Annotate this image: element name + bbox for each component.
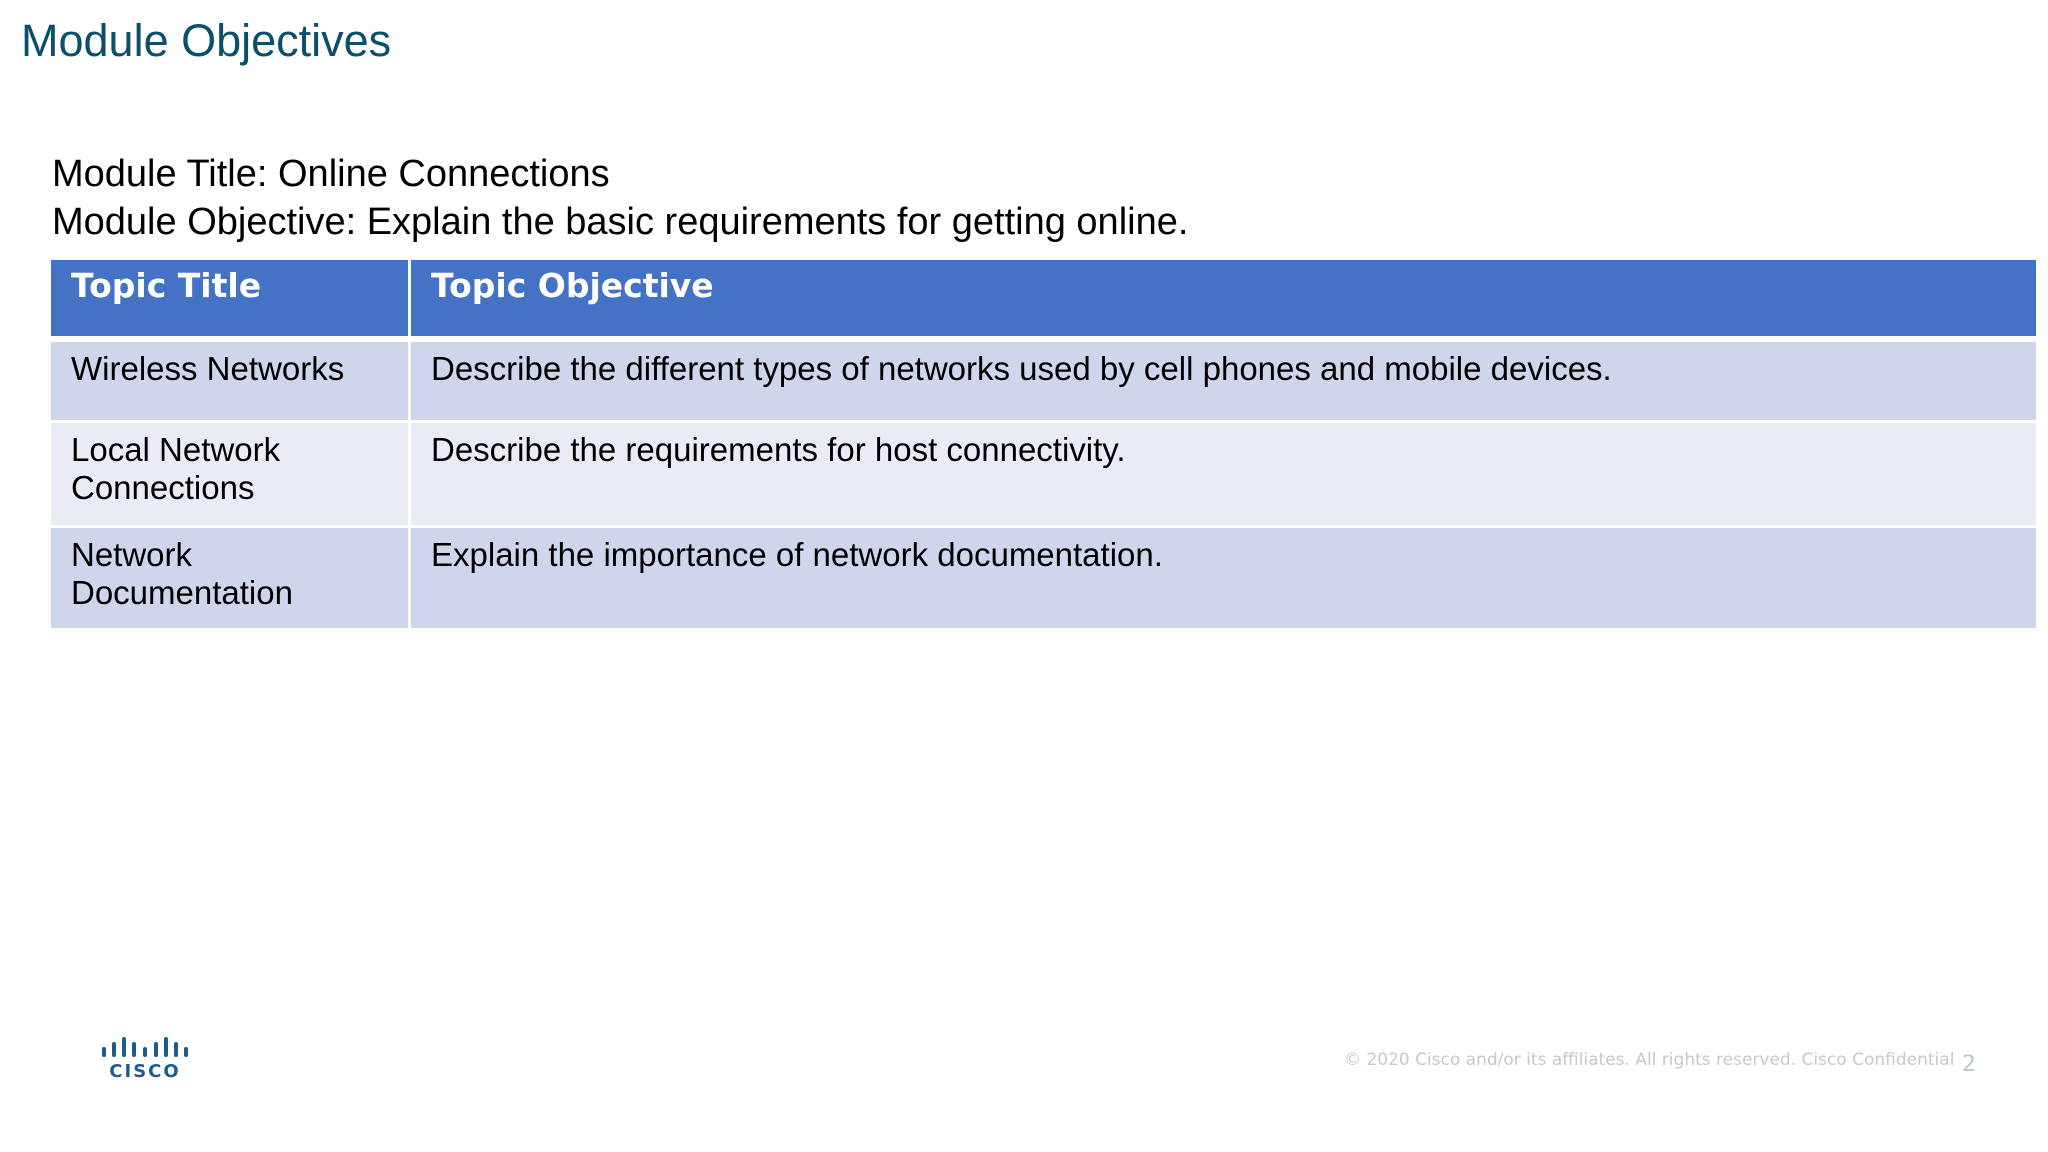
topic-objective-cell: Describe the requirements for host connectivity.	[410, 422, 2038, 527]
header-topic-objective: Topic Objective	[410, 259, 2038, 340]
topic-objective-cell: Explain the importance of network documentation.	[410, 527, 2038, 630]
module-title: Module Title: Online Connections	[52, 153, 610, 195]
cisco-logo-text: CISCO	[109, 1061, 181, 1080]
cisco-logo-icon	[100, 1036, 190, 1080]
table-row	[50, 339, 2038, 422]
topic-title-cell: Network Documentation	[50, 527, 410, 630]
slide-title: Module Objectives	[21, 15, 392, 66]
copyright-notice: © 2020 Cisco and/or its affiliates. All rights reserved. Cisco Confidential	[1344, 1050, 1955, 1070]
table-header-row	[50, 259, 2038, 340]
topic-objective-cell: Describe the different types of networks used by cell phones and mobile devices.	[410, 339, 2038, 422]
module-objective: Module Objective: Explain the basic requirements for getting online.	[52, 201, 1189, 243]
topic-title-cell: Local Network Connections	[50, 422, 410, 527]
topic-title-cell: Wireless Networks	[50, 339, 410, 422]
header-topic-title: Topic Title	[50, 259, 410, 340]
module-info	[52, 150, 1188, 246]
topics-table	[48, 257, 2039, 631]
table-row	[50, 422, 2038, 527]
page-number: 2	[1962, 1052, 1976, 1077]
table-row	[50, 527, 2038, 630]
cisco-logo	[100, 1036, 190, 1080]
